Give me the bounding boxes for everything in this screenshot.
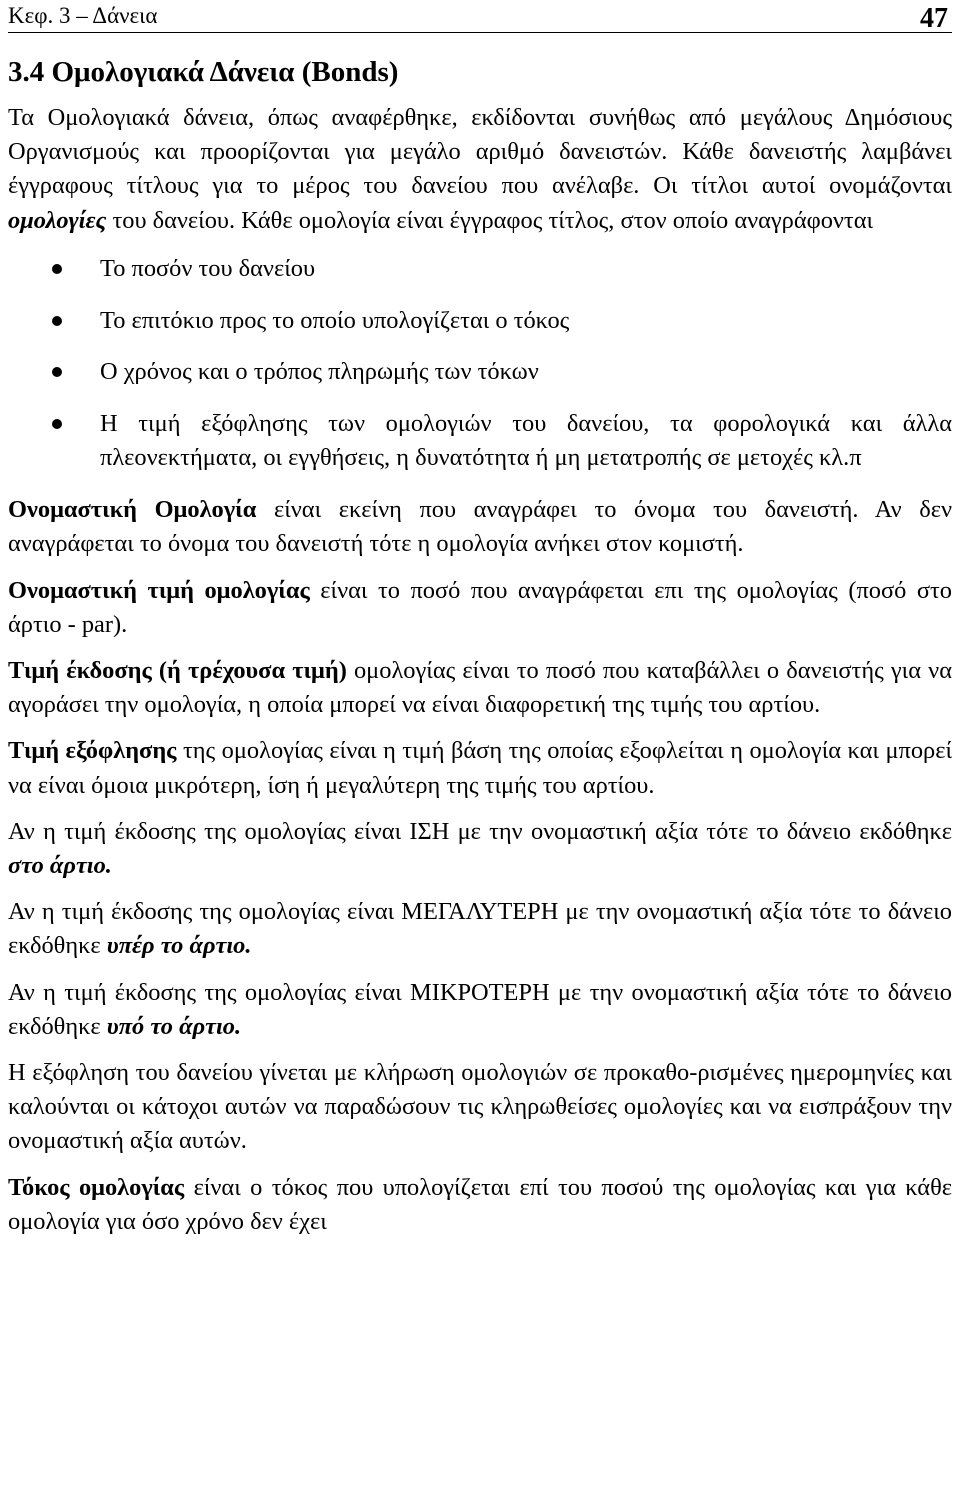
list-item [8,407,952,475]
list-item-text: Το επιτόκιο προς το οποίο υπολογίζεται ο τόκος [100,306,570,334]
bullet-icon [52,419,62,429]
bullet-icon [52,316,62,326]
chapter-label: Κεφ. 3 – Δάνεια [8,3,158,28]
at-par-paragraph [8,815,952,883]
page-number: 47 [920,3,948,34]
coupon-text: είναι ο τόκος που υπολογίζεται επί του ποσού της ομολογίας και για κάθε ομολογία για όσο χρόνο δεν έχει [8,1173,952,1235]
below-par-text: Αν η τιμή έκδοσης της ομολογίας είναι ΜΙΚΡΟΤΕΡΗ με την ονομαστική αξία τότε το δάνειο εκδόθηκε [8,978,952,1040]
list-item-text: Η τιμή εξόφλησης των ομολογιών του δανείου, τα φορολογικά και άλλα πλεονεκτήματα, οι εγγθήσεις, η δυνατότητα ή μη μετατροπής σε μετοχές κλ.π [100,410,952,472]
nominal-bond-term: Ονομαστική Ομολογία [8,496,257,524]
list-item [8,355,952,389]
nominal-value-text: είναι το ποσό που αναγράφεται επι της ομολογίας (ποσό στο άρτιο - par). [8,576,952,638]
page-content [8,52,952,1239]
nominal-value-term: Ονομαστική τιμή ομολογίας [8,576,310,604]
at-par-emphasis: στο άρτιο. [8,852,112,880]
repayment-paragraph [8,1056,952,1159]
redemption-price-term: Τιμή εξόφλησης [8,737,177,765]
nominal-bond-paragraph [8,493,952,561]
at-par-text: Αν η τιμή έκδοσης της ομολογίας είναι ΙΣΗ με την ονομαστική αξία τότε το δάνειο εκδόθηκε [8,817,952,845]
coupon-term: Τόκος ομολογίας [8,1173,185,1201]
intro-paragraph [8,101,952,238]
nominal-bond-text: είναι εκείνη που αναγράφει το όνομα του δανειστή. Αν δεν αναγράφεται το όνομα του δανειστή τότε η ομολογία ανήκει στον κομιστή. [8,496,952,558]
list-item-text: Ο χρόνος και ο τρόπος πληρωμής των τόκων [100,358,539,386]
redemption-price-text: της ομολογίας είναι η τιμή βάση της οποίας εξοφλείται η ομολογία και μπορεί να είναι όμοια μικρότερη, ίση ή μεγαλύτερη της τιμής του αρτίου. [8,737,953,799]
issue-price-term: Τιμή έκδοσης (ή τρέχουσα τιμή) [8,657,347,685]
below-par-paragraph [8,976,952,1044]
below-par-emphasis: υπό το άρτιο. [106,1012,242,1040]
redemption-price-paragraph [8,734,952,802]
list-item-text: Το ποσόν του δανείου [100,254,316,282]
intro-text-2: του δανείου. Κάθε ομολογία είναι έγγραφος τίτλος, στον οποίο αναγράφονται [106,206,874,234]
bond-details-list [8,252,952,476]
nominal-value-paragraph [8,574,952,642]
coupon-paragraph [8,1171,952,1239]
repayment-text: Η εξόφληση του δανείου γίνεται με κλήρωση ομολογιών σε προκαθο-ρισμένες ημερομηνίες και καλούνται οι κάτοχοι αυτών να παραδώσουν τις κληρωθείσες ομολογίες και να εισπράξουν την ονομαστική αξία αυτών. [8,1059,952,1155]
list-item [8,304,952,338]
above-par-text: Αν η τιμή έκδοσης της ομολογίας είναι ΜΕΓΑΛΥΤΕΡΗ με την ονομαστική αξία τότε το δάνειο εκδόθηκε [8,898,952,960]
list-item [8,252,952,286]
above-par-emphasis: υπέρ το άρτιο. [106,932,252,960]
above-par-paragraph [8,895,952,963]
intro-text-1: Τα Ομολογιακά δάνεια, όπως αναφέρθηκε, εκδίδονται συνήθως από μεγάλους Δημόσιους Οργανισμούς και προορίζονται για μεγάλο αριθμό δανειστών. Κάθε δανειστής λαμβάνει έγγραφους τίτλους για το μέρος του δανείου που ανέλαβε. Οι τίτλοι αυτοί ονομάζονται [8,104,952,200]
issue-price-text: ομολογίας είναι το ποσό που καταβάλλει ο δανειστής για να αγοράσει την ομολογία, η οποία μπορεί να είναι διαφορετική της τιμής του αρτίου. [8,657,952,719]
issue-price-paragraph [8,654,952,722]
page-header [8,2,952,33]
intro-emphasis: ομολογίες [8,206,107,234]
section-title: 3.4 Ομολογιακά Δάνεια (Bonds) [8,56,399,88]
bullet-icon [52,367,62,377]
bullet-icon [52,264,62,274]
